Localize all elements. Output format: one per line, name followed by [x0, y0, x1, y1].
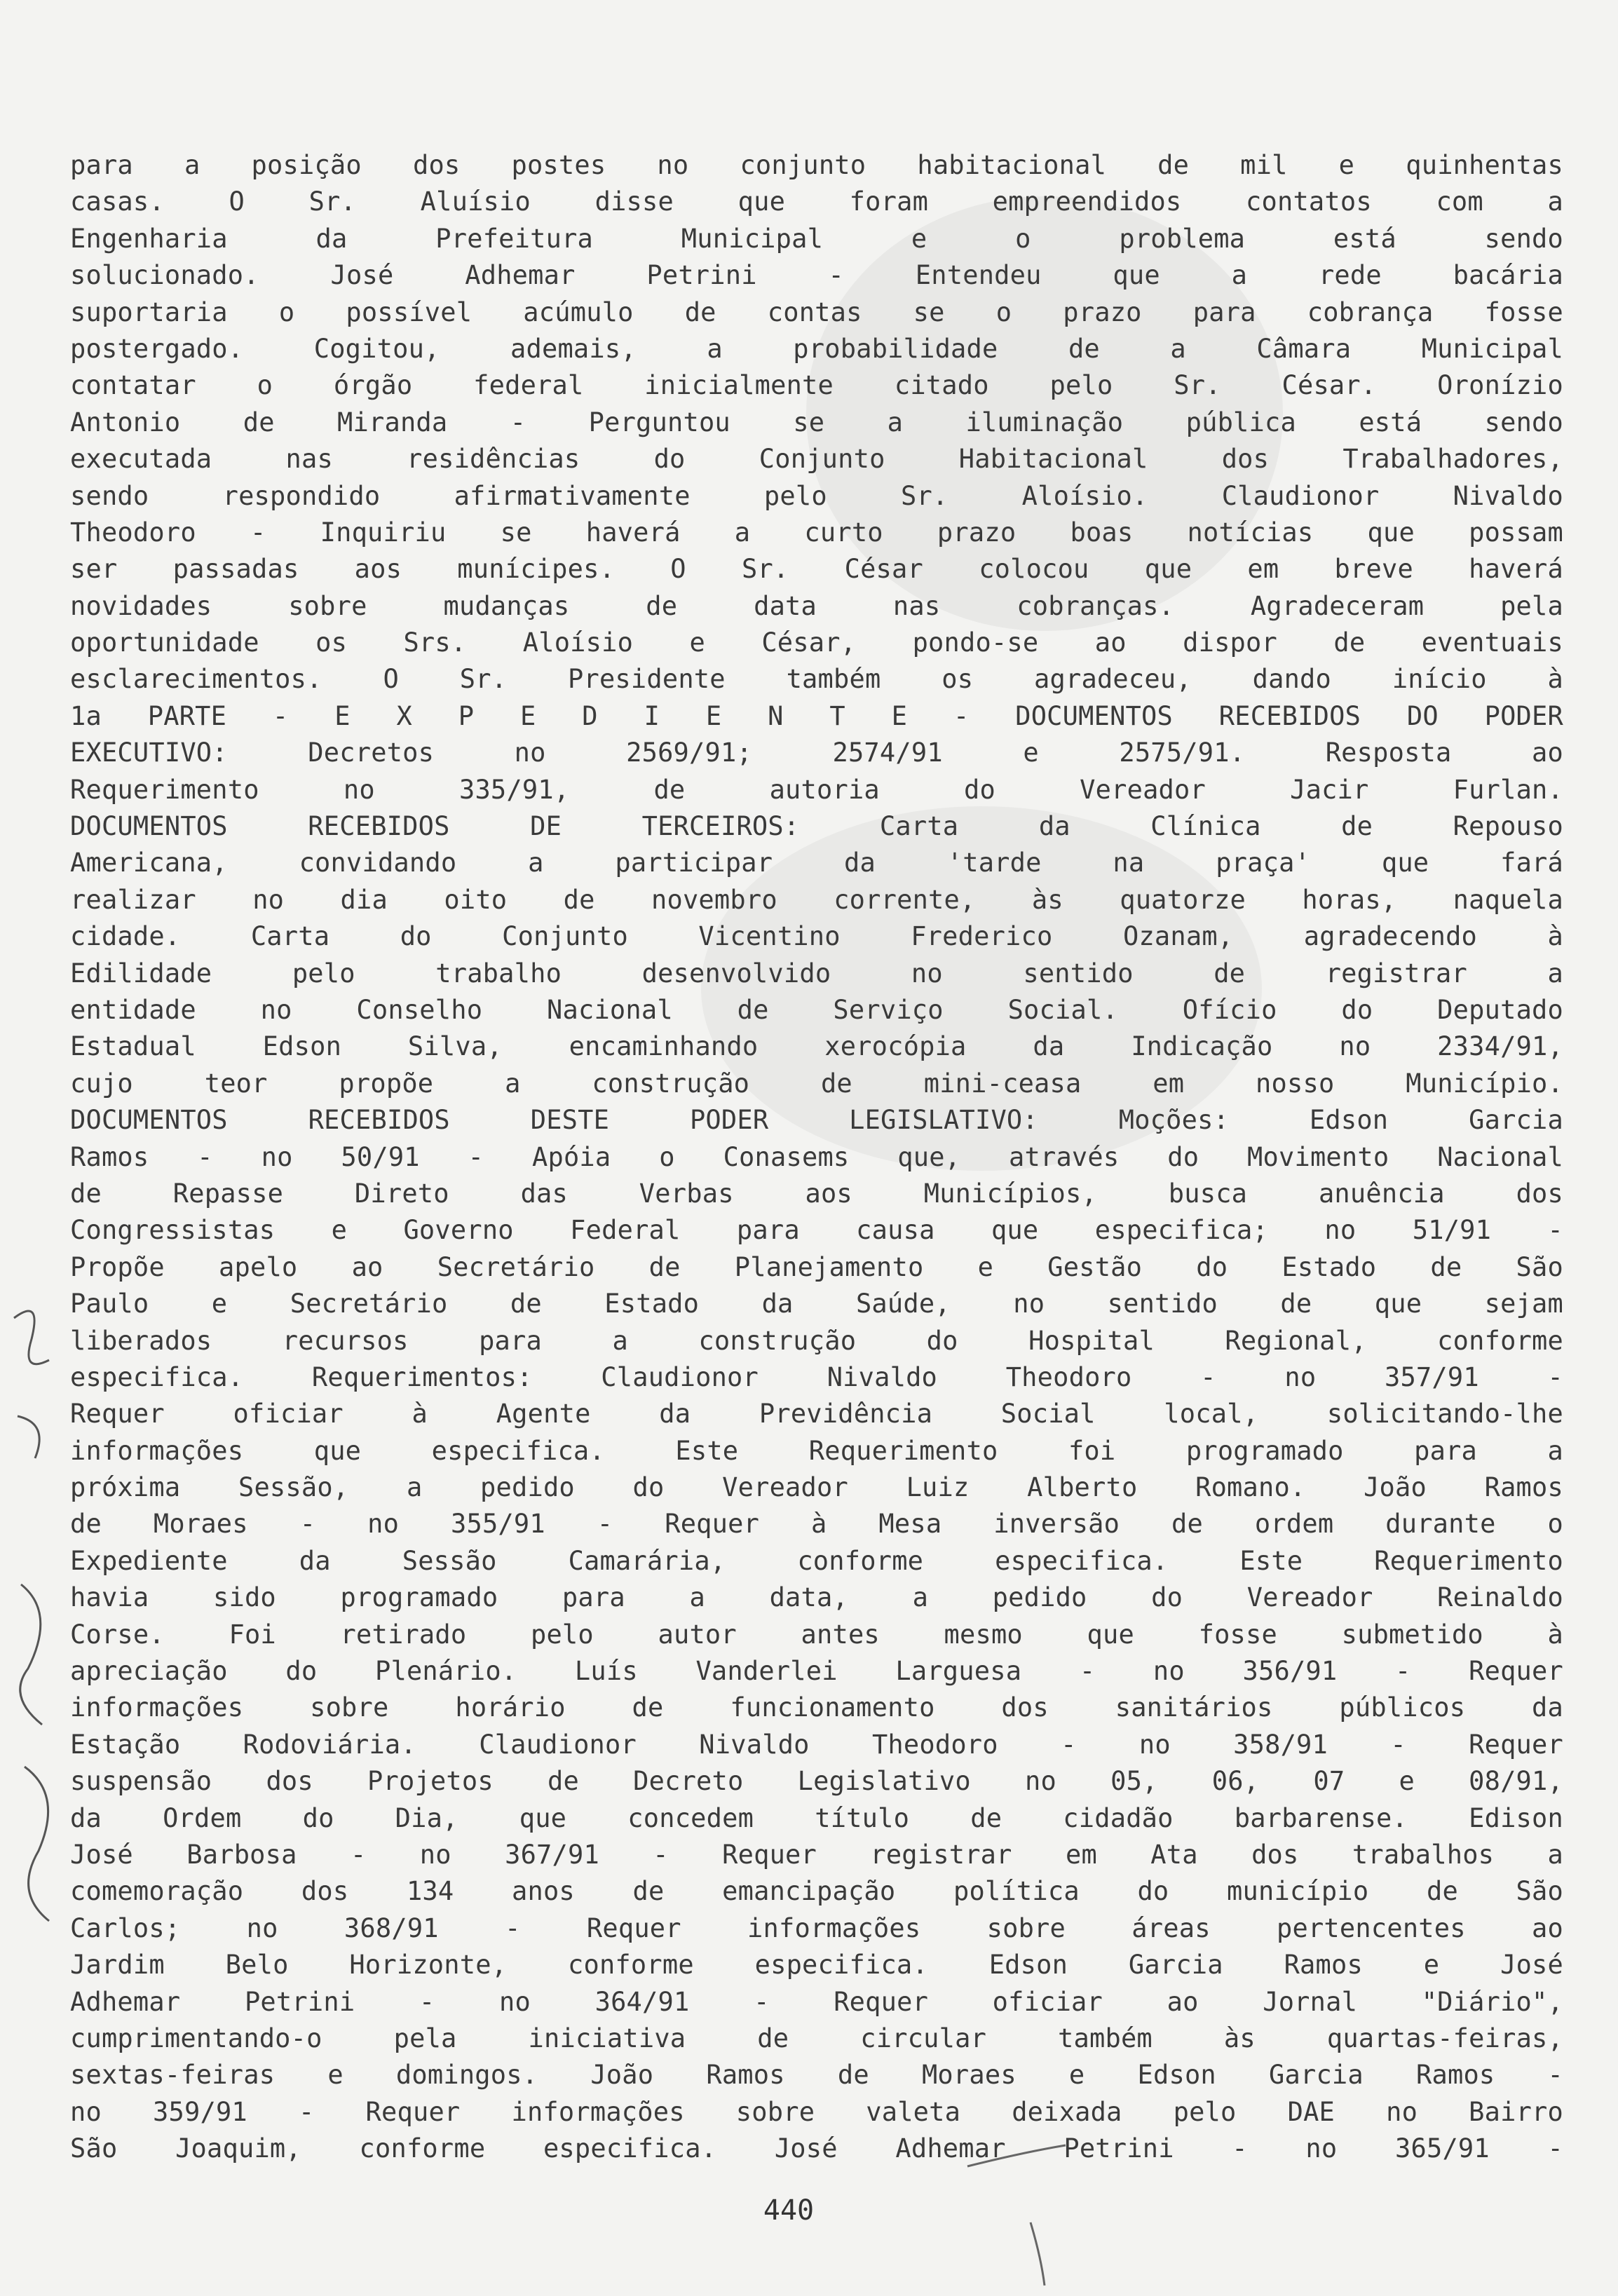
text-line: São Joaquim, conforme especifica. José Adhemar Petrini - no 365/91 - [70, 2133, 1563, 2164]
text-line: executada nas residências do Conjunto Habitacional dos Trabalhadores, [70, 444, 1563, 475]
text-line: Estação Rodoviária. Claudionor Nivaldo Theodoro - no 358/91 - Requer [70, 1729, 1563, 1760]
text-line: Requer oficiar à Agente da Previdência Social local, solicitando-lhe [70, 1399, 1563, 1429]
text-line: contatar o órgão federal inicialmente citado pelo Sr. César. Oronízio [70, 370, 1563, 401]
text-line: José Barbosa - no 367/91 - Requer registrar em Ata dos trabalhos a [70, 1839, 1563, 1870]
text-line: Carlos; no 368/91 - Requer informações sobre áreas pertencentes ao [70, 1913, 1563, 1943]
text-line: esclarecimentos. O Sr. Presidente também os agradeceu, dando início à [70, 664, 1563, 695]
text-line: da Ordem do Dia, que concedem título de cidadão barbarense. Edison [70, 1802, 1563, 1833]
text-line: 1a PARTE - E X P E D I E N T E - DOCUMENTOS RECEBIDOS DO PODER [70, 700, 1563, 731]
text-line: Requerimento no 335/91, de autoria do Vereador Jacir Furlan. [70, 774, 1563, 805]
text-line: Ramos - no 50/91 - Apóia o Conasems que, através do Movimento Nacional [70, 1141, 1563, 1172]
text-line: Expediente da Sessão Camarária, conforme especifica. Este Requerimento [70, 1545, 1563, 1576]
text-line: cujo teor propõe a construção de mini-ceasa em nosso Município. [70, 1068, 1563, 1099]
text-line: ser passadas aos munícipes. O Sr. César colocou que em breve haverá [70, 554, 1563, 585]
text-line: casas. O Sr. Aluísio disse que foram empreendidos contatos com a [70, 186, 1563, 217]
text-line: oportunidade os Srs. Aloísio e César, pondo-se ao dispor de eventuais [70, 627, 1563, 658]
text-line: Paulo e Secretário de Estado da Saúde, no sentido de que sejam [70, 1289, 1563, 1319]
body-text [70, 147, 1563, 2167]
text-line: Engenharia da Prefeitura Municipal e o problema está sendo [70, 223, 1563, 254]
text-line: cumprimentando-o pela iniciativa de circular também às quartas-feiras, [70, 2023, 1563, 2053]
handwritten-margin-marks [0, 1192, 77, 2173]
text-line: sendo respondido afirmativamente pelo Sr. Aloísio. Claudionor Nivaldo [70, 480, 1563, 511]
text-line: liberados recursos para a construção do Hospital Regional, conforme [70, 1325, 1563, 1356]
text-line: EXECUTIVO: Decretos no 2569/91; 2574/91 e 2575/91. Resposta ao [70, 738, 1563, 768]
text-line: no 359/91 - Requer informações sobre valeta deixada pelo DAE no Bairro [70, 2096, 1563, 2127]
text-line: havia sido programado para a data, a pedido do Vereador Reinaldo [70, 1582, 1563, 1613]
text-line: cidade. Carta do Conjunto Vicentino Frederico Ozanam, agradecendo à [70, 921, 1563, 952]
pen-stroke-mark [960, 2138, 1101, 2292]
text-line: Antonio de Miranda - Perguntou se a iluminação pública está sendo [70, 407, 1563, 437]
text-line: DOCUMENTOS RECEBIDOS DE TERCEIROS: Carta da Clínica de Repouso [70, 811, 1563, 842]
text-line: suspensão dos Projetos de Decreto Legislativo no 05, 06, 07 e 08/91, [70, 1766, 1563, 1797]
text-line: realizar no dia oito de novembro corrente, às quatorze horas, naquela [70, 884, 1563, 915]
text-line: Theodoro - Inquiriu se haverá a curto prazo boas notícias que possam [70, 517, 1563, 548]
text-line: postergado. Cogitou, ademais, a probabilidade de a Câmara Municipal [70, 333, 1563, 364]
text-line: próxima Sessão, a pedido do Vereador Luiz Alberto Romano. João Ramos [70, 1472, 1563, 1503]
page-number: 440 [763, 2194, 815, 2227]
text-line: de Repasse Direto das Verbas aos Municípios, busca anuência dos [70, 1178, 1563, 1209]
text-line: Americana, convidando a participar da 'tarde na praça' que fará [70, 848, 1563, 878]
text-line: informações sobre horário de funcionamento dos sanitários públicos da [70, 1692, 1563, 1723]
text-line: sextas-feiras e domingos. João Ramos de Moraes e Edson Garcia Ramos - [70, 2060, 1563, 2091]
text-line: Propõe apelo ao Secretário de Planejamento e Gestão do Estado de São [70, 1251, 1563, 1282]
text-line: Congressistas e Governo Federal para causa que especifica; no 51/91 - [70, 1215, 1563, 1246]
text-line: informações que especifica. Este Requerimento foi programado para a [70, 1435, 1563, 1466]
text-line: especifica. Requerimentos: Claudionor Nivaldo Theodoro - no 357/91 - [70, 1361, 1563, 1392]
text-line: Estadual Edson Silva, encaminhando xerocópia da Indicação no 2334/91, [70, 1031, 1563, 1062]
text-line: Adhemar Petrini - no 364/91 - Requer oficiar ao Jornal "Diário", [70, 1986, 1563, 2017]
text-line: suportaria o possível acúmulo de contas se o prazo para cobrança fosse [70, 297, 1563, 327]
text-line: solucionado. José Adhemar Petrini - Entendeu que a rede bacária [70, 260, 1563, 291]
text-line: DOCUMENTOS RECEBIDOS DESTE PODER LEGISLATIVO: Moções: Edson Garcia [70, 1105, 1563, 1136]
text-line: Jardim Belo Horizonte, conforme especifica. Edson Garcia Ramos e José [70, 1950, 1563, 1981]
text-line: Edilidade pelo trabalho desenvolvido no sentido de registrar a [70, 958, 1563, 989]
text-line: de Moraes - no 355/91 - Requer à Mesa inversão de ordem durante o [70, 1509, 1563, 1540]
text-line: entidade no Conselho Nacional de Serviço Social. Ofício do Deputado [70, 994, 1563, 1025]
text-line: Corse. Foi retirado pelo autor antes mesmo que fosse submetido à [70, 1619, 1563, 1650]
text-line: novidades sobre mudanças de data nas cobranças. Agradeceram pela [70, 590, 1563, 621]
text-line: comemoração dos 134 anos de emancipação política do município de São [70, 1876, 1563, 1907]
text-line: apreciação do Plenário. Luís Vanderlei Larguesa - no 356/91 - Requer [70, 1656, 1563, 1687]
text-line: para a posição dos postes no conjunto habitacional de mil e quinhentas [70, 150, 1563, 180]
